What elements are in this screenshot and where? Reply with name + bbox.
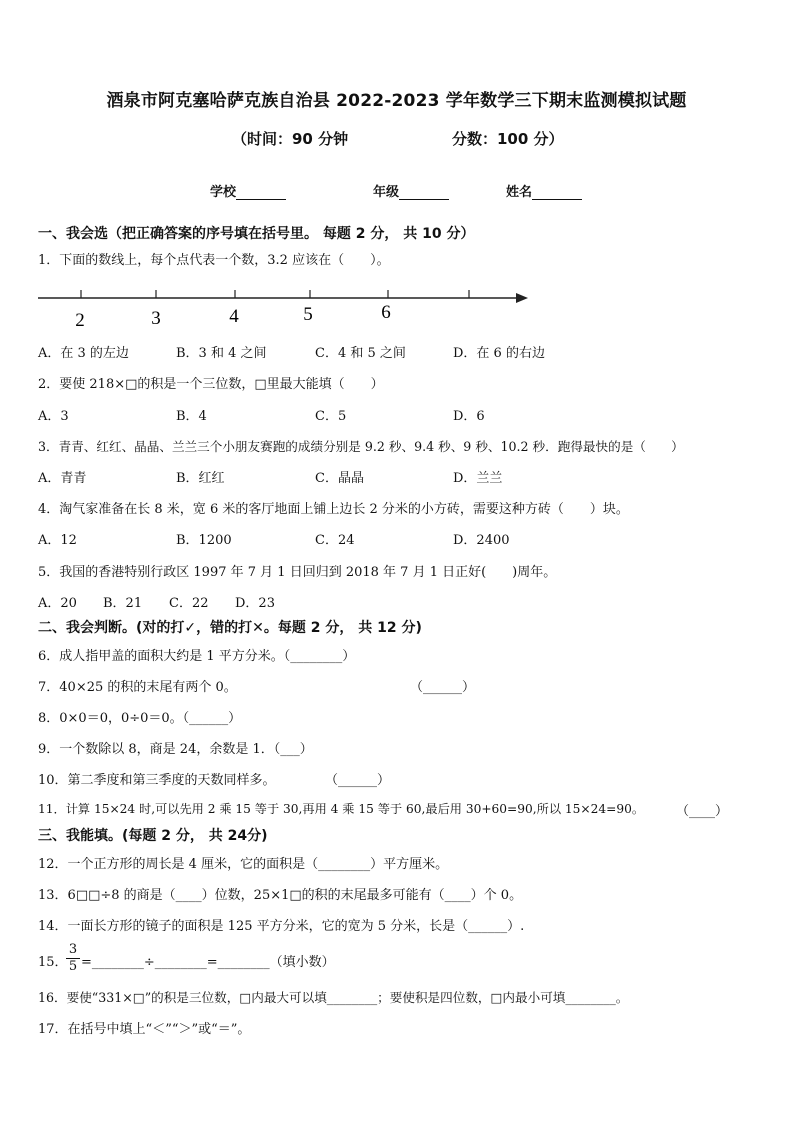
number-line-diagram xyxy=(38,284,530,332)
q1-option-d[interactable]: D．在 6 的右边 xyxy=(453,346,545,361)
question-3: 3．青青、红红、晶晶、兰兰三个小朋友赛跑的成绩分别是 9.2 秒、9.4 秒、9 秒、10.2 秒．跑得最快的是（ ） xyxy=(38,439,684,454)
q3-option-a[interactable]: A．青青 xyxy=(38,471,87,486)
q4-option-d[interactable]: D．2400 xyxy=(453,533,510,548)
fraction-numerator: 3 xyxy=(66,942,80,959)
school-blank[interactable] xyxy=(236,185,286,200)
grade-label: 年级 xyxy=(373,185,400,200)
question-13: 13．6□□÷8 的商是（____）位数，25×1□的积的末尾最多可能有（____）个 0。 xyxy=(38,888,523,903)
question-5: 5．我国的香港特别行政区 1997 年 7 月 1 日回归到 2018 年 7 月 1 日正好( )周年。 xyxy=(38,565,557,580)
exam-title: 酒泉市阿克塞哈萨克族自治县 2022-2023 学年数学三下期末监测模拟试题 xyxy=(106,91,687,111)
school-label: 学校 xyxy=(210,185,237,200)
question-12: 12．一个正方形的周长是 4 厘米，它的面积是（________）平方厘米。 xyxy=(38,857,449,872)
tick-label: 3 xyxy=(151,308,161,329)
section-3-heading: 三、我能填。(每题 2 分， 共 24分) xyxy=(38,828,268,844)
name-label: 姓名 xyxy=(506,185,533,200)
question-14: 14．一面长方形的镜子的面积是 125 平方分米，它的宽为 5 分米，长是（______）. xyxy=(38,919,525,934)
question-15-label: 15． xyxy=(38,955,68,970)
q3-option-b[interactable]: B．红红 xyxy=(176,471,225,486)
number-line-arrow xyxy=(516,293,528,303)
q10-answer-blank[interactable]: （______） xyxy=(325,773,391,788)
grade-blank[interactable] xyxy=(399,185,449,200)
q5-option-c[interactable]: C．22 xyxy=(169,596,209,611)
question-15: =________÷________=________（填小数） xyxy=(81,955,335,970)
q1-option-b[interactable]: B．3 和 4 之间 xyxy=(176,346,267,361)
q7-answer-blank[interactable]: （______） xyxy=(410,680,476,695)
name-field[interactable] xyxy=(506,181,582,200)
question-11: 11．计算 15×24 时,可以先用 2 乘 15 等于 30,再用 4 乘 15 等于 60,最后用 30+60=90,所以 15×24=90。 xyxy=(38,802,645,816)
tick-label: 6 xyxy=(381,302,391,323)
q11-answer-blank[interactable]: （____） xyxy=(676,804,729,819)
q3-option-d[interactable]: D．兰兰 xyxy=(453,471,503,486)
question-16: 16．要使“331×□”的积是三位数，□内最大可以填________；要使积是四位数，□内最小可填________。 xyxy=(38,990,629,1005)
section-2-heading: 二、我会判断。(对的打✓，错的打✕。每题 2 分， 共 12 分) xyxy=(38,620,422,636)
q3-option-c[interactable]: C．晶晶 xyxy=(315,471,364,486)
tick-label: 4 xyxy=(229,306,239,327)
name-blank[interactable] xyxy=(532,185,582,200)
question-8: 8．0×0＝0，0÷0＝0。（______） xyxy=(38,711,242,726)
q2-option-c[interactable]: C．5 xyxy=(315,409,347,424)
question-6: 6．成人指甲盖的面积大约是 1 平方分米。（________） xyxy=(38,649,356,664)
tick-label: 2 xyxy=(75,310,85,331)
exam-time: （时间：90 分钟 xyxy=(232,130,349,148)
exam-score: 分数：100 分） xyxy=(452,130,564,148)
grade-field[interactable] xyxy=(373,181,449,200)
question-10: 10．第二季度和第三季度的天数同样多。 xyxy=(38,773,276,788)
q5-option-d[interactable]: D．23 xyxy=(235,596,275,611)
tick-label: 5 xyxy=(303,304,313,325)
question-17: 17．在括号中填上“＜”“＞”或“＝”。 xyxy=(38,1022,251,1037)
q2-option-b[interactable]: B．4 xyxy=(176,409,207,424)
q4-option-b[interactable]: B．1200 xyxy=(176,533,232,548)
q5-option-a[interactable]: A．20 xyxy=(38,596,77,611)
question-7: 7．40×25 的积的末尾有两个 0。 xyxy=(38,680,237,695)
question-4: 4．淘气家准备在长 8 米，宽 6 米的客厅地面上铺上边长 2 分米的小方砖，需要这种方砖（ ）块。 xyxy=(38,502,629,517)
q5-option-b[interactable]: B．21 xyxy=(103,596,143,611)
q2-option-a[interactable]: A．3 xyxy=(38,409,69,424)
question-9: 9．一个数除以 8，商是 24，余数是 1．（___） xyxy=(38,742,313,757)
q1-option-a[interactable]: A．在 3 的左边 xyxy=(38,346,129,361)
fraction-three-fifths xyxy=(66,942,80,975)
fraction-denominator: 5 xyxy=(68,959,78,974)
q2-option-d[interactable]: D．6 xyxy=(453,409,485,424)
question-2: 2．要使 218×□的积是一个三位数，□里最大能填（ ） xyxy=(38,377,384,392)
q1-option-c[interactable]: C．4 和 5 之间 xyxy=(315,346,406,361)
q4-option-a[interactable]: A．12 xyxy=(38,533,77,548)
q4-option-c[interactable]: C．24 xyxy=(315,533,355,548)
question-1: 1．下面的数线上，每个点代表一个数，3.2 应该在（ ）。 xyxy=(38,253,390,268)
section-1-heading: 一、我会选（把正确答案的序号填在括号里。 每题 2 分， 共 10 分） xyxy=(38,226,475,242)
school-field[interactable] xyxy=(210,181,286,200)
